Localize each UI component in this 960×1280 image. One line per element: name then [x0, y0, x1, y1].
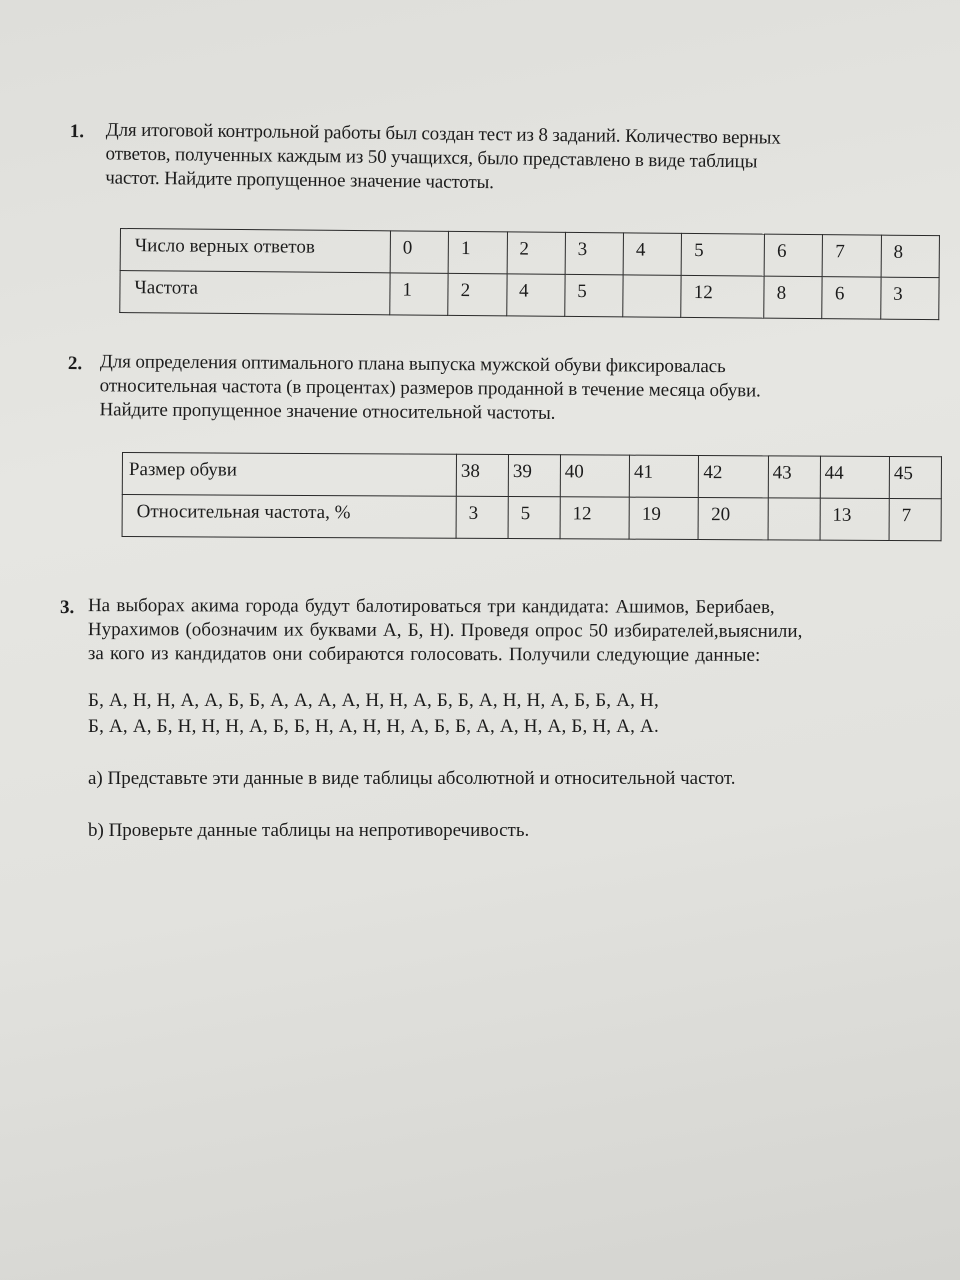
table-cell: 45: [889, 457, 941, 499]
table-row: [122, 453, 941, 499]
table-cell: 1: [390, 273, 449, 316]
task-2-line: Найдите пропущенное значение относительной частоты.: [99, 399, 556, 424]
table-row-label: Число верных ответов: [120, 229, 390, 273]
table-cell: 42: [699, 456, 769, 498]
table-cell: 1: [448, 231, 507, 274]
task-3-text: [88, 594, 803, 668]
task-3: [59, 594, 930, 666]
table-cell: 7: [889, 499, 941, 541]
task-2-line: Для определения оптимального плана выпуска мужской обуви фиксировалась: [99, 351, 726, 378]
task-3-line: за кого из кандидатов они собираются голосовать. Получили следующие данные:: [87, 643, 761, 666]
table-cell: 12: [681, 275, 764, 318]
survey-data-line: Б, А, А, Б, Н, Н, Н, А, Б, Б, Н, А, Н, Н, А, Б, Б, А, А, Н, А, Б, Н, А, А.: [88, 716, 659, 737]
table-cell: 8: [764, 276, 823, 319]
table-cell: 5: [508, 497, 560, 539]
survey-data-line: Б, А, Н, Н, А, А, Б, Б, А, А, А, А, Н, Н, А, Б, Б, А, Н, Н, А, Б, Б, А, Н,: [88, 690, 659, 711]
table-row-label: Размер обуви: [122, 453, 456, 497]
task-1-line: ответов, полученных каждым из 50 учащихся, было представлено в виде таблицы: [105, 143, 758, 173]
table-cell: 3: [456, 496, 508, 538]
table-cell: 0: [390, 231, 449, 274]
table-cell: 2: [448, 273, 507, 316]
table-row-label: Частота: [120, 271, 390, 315]
table-cell: 44: [820, 456, 890, 498]
task-3-number: 3.: [59, 597, 75, 619]
table-cell: 12: [560, 497, 630, 539]
task-2: [67, 350, 928, 424]
table-cell: 40: [560, 455, 630, 497]
table-cell: 3: [565, 232, 624, 275]
table-cell-empty: [768, 498, 820, 540]
table-cell: 6: [822, 277, 881, 320]
table-cell: 20: [699, 498, 769, 540]
task-1-number: 1.: [69, 120, 85, 143]
task-3-part-b: b) Проверьте данные таблицы на непротиворечивость.: [88, 820, 530, 841]
table-cell: 5: [681, 233, 764, 276]
table-cell: 4: [623, 233, 682, 276]
table-row: [120, 229, 939, 278]
task-2-text: [99, 350, 761, 427]
table-cell: 8: [881, 235, 940, 278]
task-1-line: частот. Найдите пропущенное значение частоты.: [105, 167, 494, 194]
table-cell: 4: [506, 274, 565, 317]
table-cell: 41: [629, 455, 699, 497]
task-3-line: Нурахимов (обозначим их буквами А, Б, Н). Проведя опрос 50 избирателей,выяснили,: [87, 619, 803, 642]
task-1-text: [105, 118, 781, 198]
task-1-frequency-table: [119, 228, 940, 320]
task-1-line: Для итоговой контрольной работы был создан тест из 8 заданий. Количество верных: [105, 119, 781, 149]
task-2-number: 2.: [67, 352, 83, 375]
table-cell: 19: [629, 497, 699, 539]
table-row: [120, 271, 939, 320]
task-2-line: относительная частота (в процентах) размеров проданной в течение месяца обуви.: [99, 375, 761, 402]
task-2-relative-frequency-table: [122, 452, 942, 541]
table-cell: 5: [565, 274, 624, 317]
table-cell: 43: [768, 456, 820, 498]
table-cell: 6: [764, 234, 823, 277]
task-3-part-a: а) Представьте эти данные в виде таблицы абсолютной и относительной частот.: [88, 768, 736, 789]
table-cell-empty: [623, 275, 682, 318]
table-cell: 3: [880, 277, 939, 320]
table-row-label: Относительная частота, %: [122, 495, 456, 539]
table-cell: 2: [507, 232, 566, 275]
task-3-line: На выборах акима города будут балотироваться три кандидата: Ашимов, Берибаев,: [87, 595, 775, 618]
table-cell: 38: [456, 454, 508, 496]
table-cell: 13: [820, 498, 890, 540]
table-cell: 39: [508, 455, 560, 497]
table-cell: 7: [823, 235, 882, 278]
table-row: [122, 495, 941, 541]
task-1: [69, 118, 930, 194]
